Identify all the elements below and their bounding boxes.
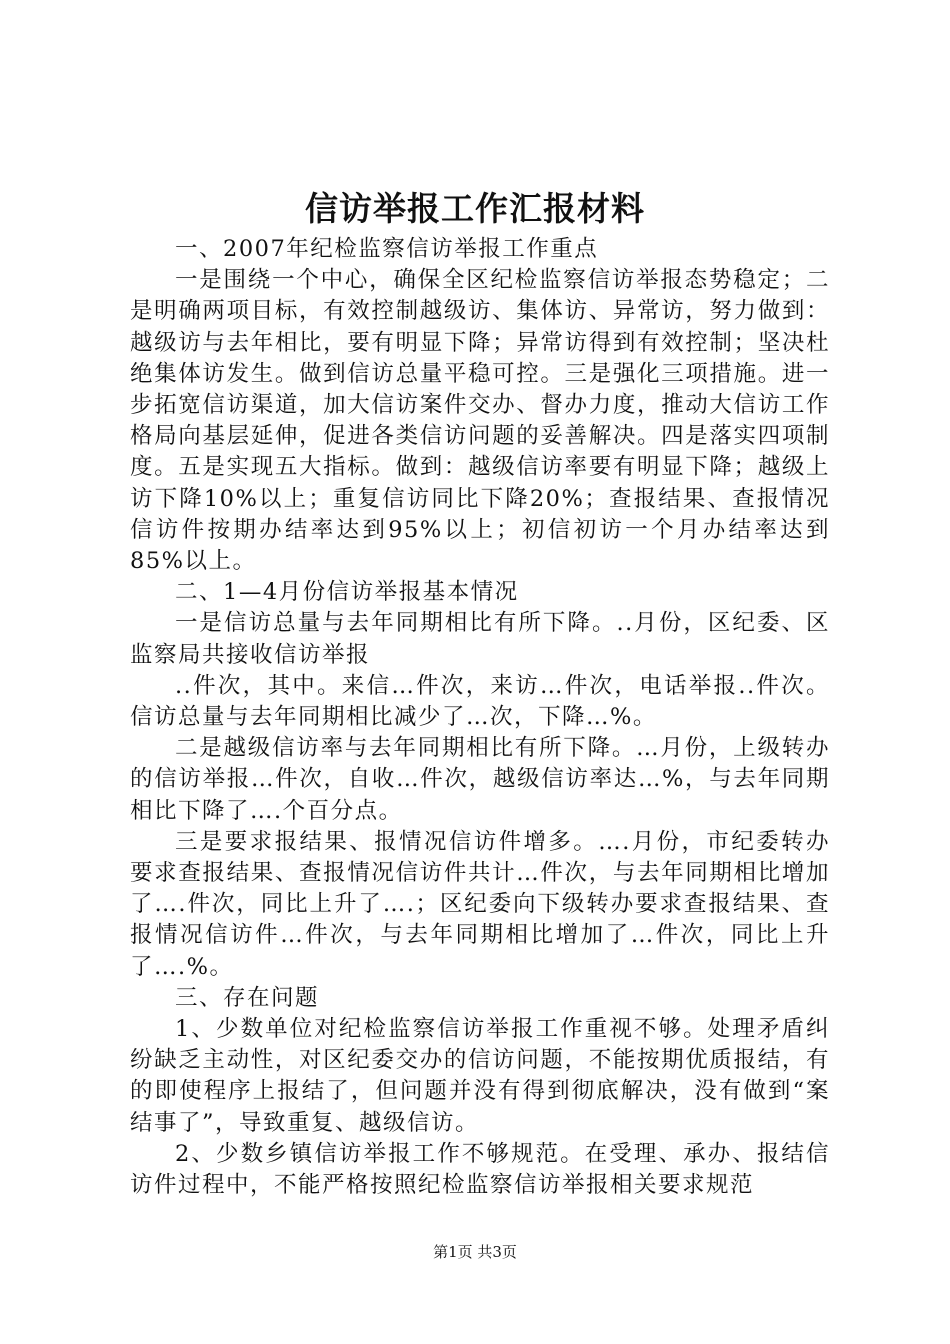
document-body <box>130 234 830 1201</box>
document-title: 信访举报工作汇报材料 <box>305 189 645 228</box>
paragraph-escalation-rate: 二是越级信访率与去年同期相比有所下降。…月份，上级转办的信访举报…件次，自收…件次，越级信访率达…%，与去年同期相比下降了….个百分点。 <box>130 735 830 824</box>
paragraph-report-requests: 三是要求报结果、报情况信访件增多。….月份，市纪委转办要求查报结果、查报情况信访件共计…件次，与去年同期相比增加了….件次，同比上升了….；区纪委向下级转办要求查报结果、查报情况信访件…件次，与去年同期相比增加了…件次，同比上升了….%。 <box>130 828 830 980</box>
paragraph-total-volume: 一是信访总量与去年同期相比有所下降。..月份，区纪委、区监察局共接收信访举报 <box>130 610 830 668</box>
paragraph-total-volume-detail: ..件次，其中。来信…件次，来访…件次，电话举报..件次。信访总量与去年同期相比减少了…次，下降…%。 <box>130 672 830 731</box>
section-heading-1: 一、2007年纪检监察信访举报工作重点 <box>175 236 599 262</box>
paragraph-problem-2: 2、少数乡镇信访举报工作不够规范。在受理、承办、报结信访件过程中，不能严格按照纪检监察信访举报相关要求规范 <box>130 1140 830 1199</box>
section-heading-2: 二、1—4月份信访举报基本情况 <box>175 579 519 606</box>
section-heading-3: 三、存在问题 <box>175 984 320 1011</box>
paragraph-work-focus: 一是围绕一个中心，确保全区纪检监察信访举报态势稳定；二是明确两项目标，有效控制越级访、集体访、异常访，努力做到：越级访与去年相比，要有明显下降；异常访得到有效控制；坚决杜绝集体访发生。做到信访总量平稳可控。三是强化三项措施。进一步拓宽信访渠道，加大信访案件交办、督办力度，推动大信访工作格局向基层延伸，促进各类信访问题的妥善解决。四是落实四项制度。五是实现五大指标。做到：越级信访率要有明显下降；越级上访下降10%以上；重复信访同比下降20%；查报结果、查报情况信访件按期办结率达到95%以上；初信初访一个月办结率达到85%以上。 <box>130 267 830 575</box>
paragraph-problem-1: 1、少数单位对纪检监察信访举报工作重视不够。处理矛盾纠纷缺乏主动性，对区纪委交办的信访问题，不能按期优质报结，有的即使程序上报结了，但问题并没有得到彻底解决，没有做到“案结事了”，导致重复、越级信访。 <box>130 1016 830 1136</box>
page-footer: 第1页 共3页 <box>433 1243 517 1261</box>
